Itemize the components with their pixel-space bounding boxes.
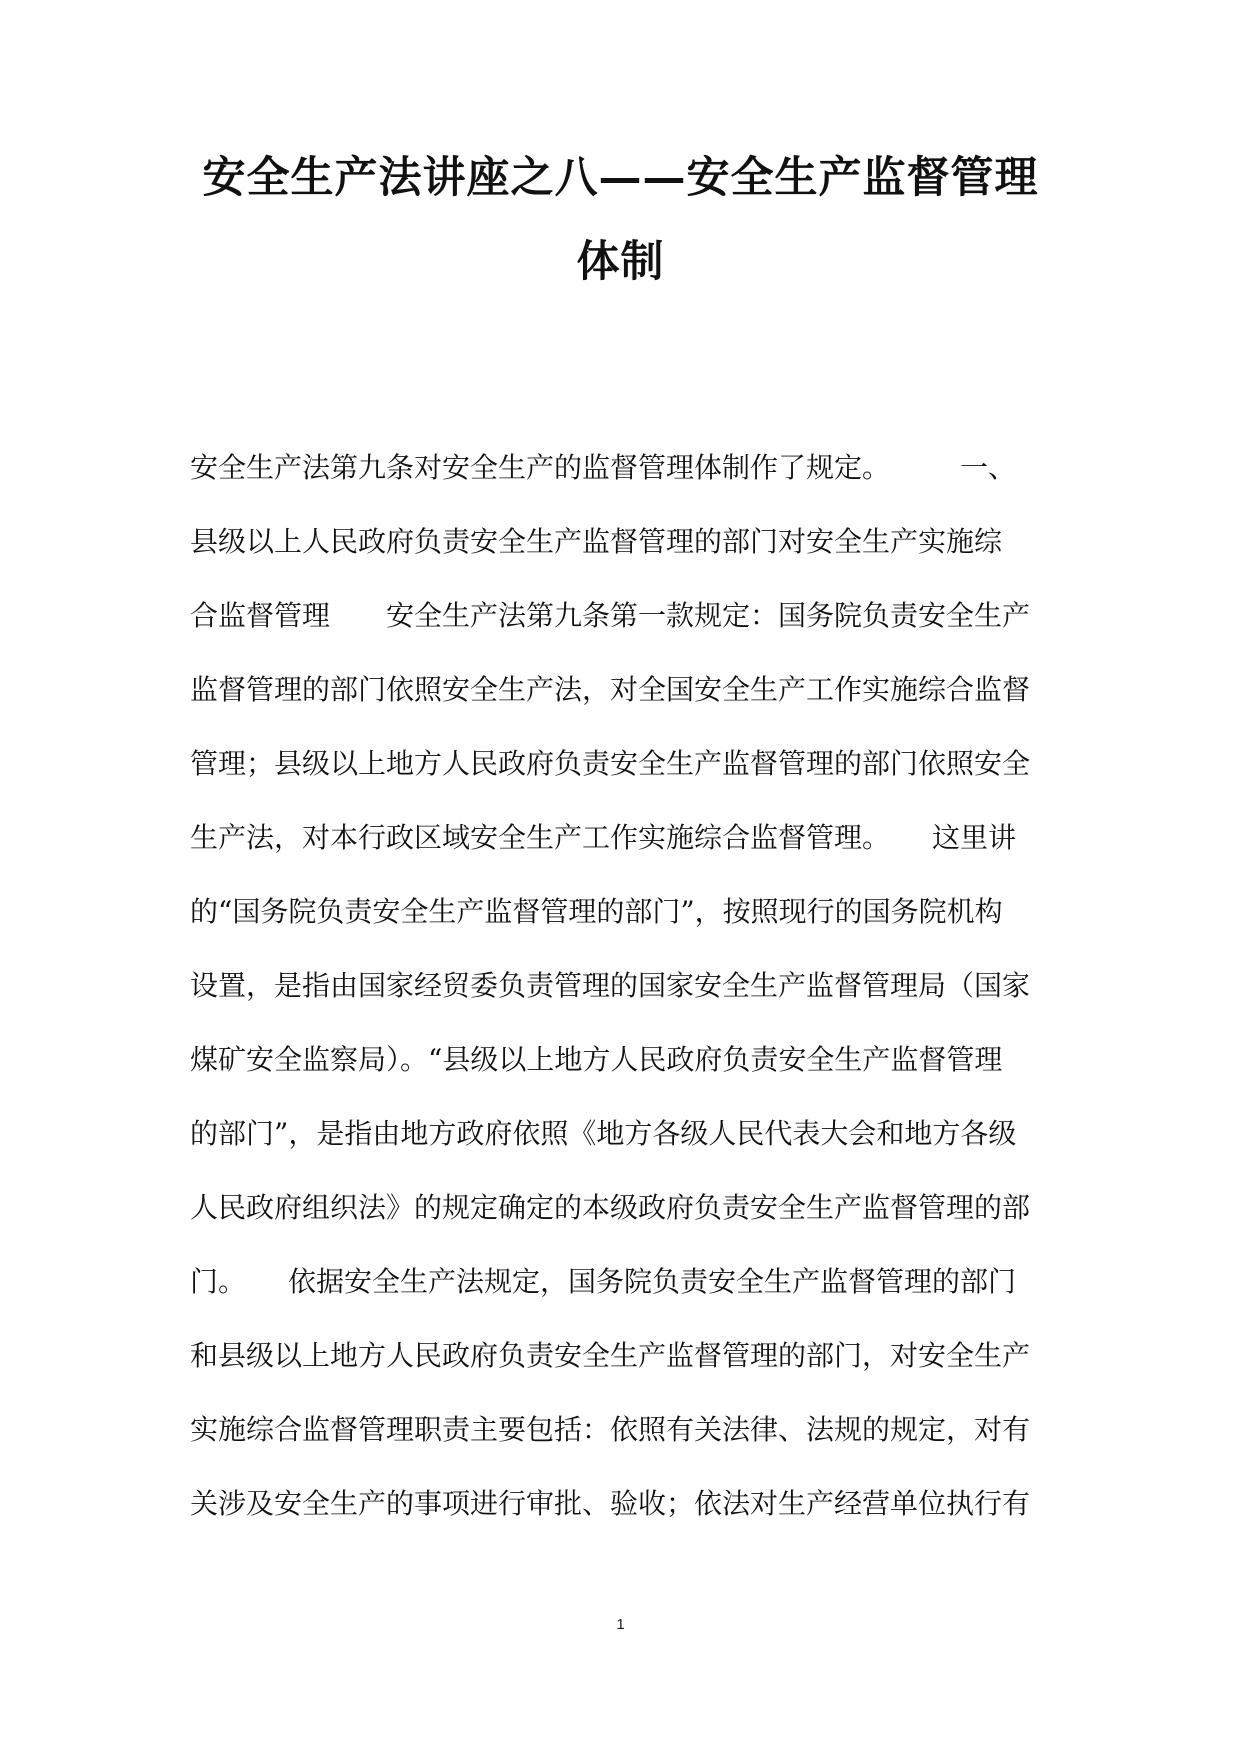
body-text-line: 县级以上人民政府负责安全生产监督管理的部门对安全生产实施综 [190,525,1003,558]
document-title-line-2: 体制 [576,237,665,287]
page-number: 1 [616,1616,625,1633]
body-text-line: 安全生产法第九条对安全生产的监督管理体制作了规定。 一、 [190,451,1017,484]
body-text-line: 门。 依据安全生产法规定，国务院负责安全生产监督管理的部门 [190,1265,1017,1298]
body-text-line: 设置，是指由国家经贸委负责管理的国家安全生产监督管理局（国家 [190,969,1031,1002]
body-text-line: 合监督管理 安全生产法第九条第一款规定：国务院负责安全生产 [190,599,1031,632]
body-text-line: 的部门”，是指由地方政府依照《地方各级人民代表大会和地方各级 [190,1117,1017,1150]
body-text-line: 关涉及安全生产的事项进行审批、验收；依法对生产经营单位执行有 [190,1487,1031,1520]
body-text-line: 人民政府组织法》的规定确定的本级政府负责安全生产监督管理的部 [190,1191,1031,1224]
body-text-line: 和县级以上地方人民政府负责安全生产监督管理的部门，对安全生产 [190,1339,1031,1372]
body-text-line: 的“国务院负责安全生产监督管理的部门”，按照现行的国务院机构 [190,895,1003,928]
body-text-line: 管理；县级以上地方人民政府负责安全生产监督管理的部门依照安全 [190,747,1031,780]
body-text-line: 实施综合监督管理职责主要包括：依照有关法律、法规的规定，对有 [190,1413,1031,1446]
body-text-line: 煤矿安全监察局）。“县级以上地方人民政府负责安全生产监督管理 [190,1043,1003,1076]
body-text-line: 监督管理的部门依照安全生产法，对全国安全生产工作实施综合监督 [190,673,1031,706]
body-text-line: 生产法，对本行政区域安全生产工作实施综合监督管理。 这里讲 [190,821,1017,854]
document-title-line-1: 安全生产法讲座之八——安全生产监督管理 [202,153,1039,203]
